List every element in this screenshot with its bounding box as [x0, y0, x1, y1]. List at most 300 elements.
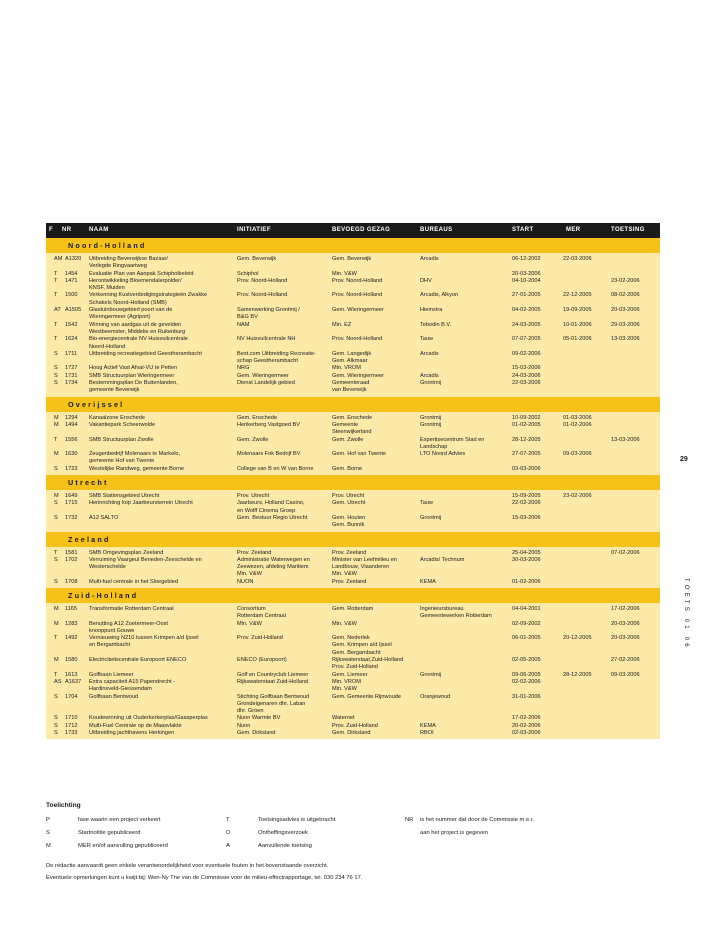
project-number: 1711 — [65, 350, 78, 357]
region-name: Overijssel — [68, 399, 125, 409]
initiator: Jaarbeurs, Holland Casino, — [237, 500, 305, 507]
start-date: 15-09-2005 — [512, 493, 541, 500]
consultancy: Arcadis, Alkyon — [420, 292, 459, 299]
start-date: 01-02-2005 — [512, 421, 541, 428]
project-name: Hoog Actief Vast Afval-VU te Petten — [89, 365, 178, 372]
consultancy: DHV — [420, 277, 432, 284]
phase-code: T — [54, 321, 58, 328]
competent-authority: Min. V&W — [332, 571, 357, 578]
phase-code: T — [54, 277, 58, 284]
project-name: Bio-energiecentrale NV Huisvuilcentrale — [89, 336, 188, 343]
table-row — [46, 715, 660, 722]
start-date: 04-04-2001 — [512, 605, 541, 612]
consultancy: Tebodin B.V. — [420, 321, 452, 328]
table-row — [46, 336, 660, 351]
consultancy: Hiemstra — [420, 307, 443, 314]
initiator: en Wolff Cinema Groep — [237, 507, 296, 514]
project-number: 1283 — [65, 620, 78, 627]
consultancy: Grontmij — [420, 514, 442, 521]
page-number: 29 — [680, 456, 688, 463]
col-nr: NR — [62, 227, 72, 233]
initiator: Molenaars Fok Bedrijf BV — [237, 451, 301, 458]
start-date: 04-10-2004 — [512, 277, 541, 284]
projects-table — [46, 223, 660, 739]
col-toetsing: TOETSING — [611, 227, 645, 233]
phase-code: T — [54, 549, 58, 556]
table-row — [46, 621, 660, 636]
project-number: 1613 — [65, 671, 78, 678]
project-name: Multi-fuel centrale in het Sloegebied — [89, 578, 178, 585]
mer-date: 23-02-2006 — [563, 493, 592, 500]
toetsing-date: 20-03-2006 — [611, 635, 640, 642]
competent-authority: Gem. Enschede — [332, 414, 373, 421]
competent-authority: Gem. Liemeer — [332, 671, 368, 678]
start-date: 10-09-2002 — [512, 414, 541, 421]
project-name: Vakantiepark Scheerwolde — [89, 421, 156, 428]
initiator: Rijkswaterstaat Zuid-Holland — [237, 678, 309, 685]
initiator: Golf en Countryclub Liemeer — [237, 671, 309, 678]
start-date: 24-03-2005 — [512, 321, 541, 328]
phase-code: AM — [54, 256, 63, 262]
phase-code: M — [54, 620, 59, 627]
table-row — [46, 322, 660, 337]
region-name: Noord-Holland — [68, 241, 147, 250]
project-number: 1630 — [65, 451, 78, 458]
competent-authority: Gem. Zwolle — [332, 436, 364, 443]
toetsing-date: 29-03-2006 — [611, 321, 640, 328]
disclaimer-notes — [46, 860, 362, 884]
mer-date: 22-03-2006 — [563, 256, 592, 262]
competent-authority: Gemeenteraad — [332, 380, 370, 387]
mer-date: 05-01-2006 — [563, 336, 592, 343]
competent-authority: Gem. Wieringermeer — [332, 307, 384, 314]
mer-date: 10-01-2006 — [563, 321, 592, 328]
project-number: 1492 — [65, 635, 78, 642]
project-name: knooppunt Gouwe — [89, 627, 135, 634]
phase-code: S — [54, 722, 58, 729]
consultancy: Arcadis — [420, 350, 439, 357]
start-date: 22-02-2006 — [512, 500, 541, 507]
project-name: Koudewinning uit Ouderkerkerplas/Gaasperplas — [89, 715, 208, 722]
project-name: Uitbreiding jachthavens Herkingen — [89, 730, 175, 737]
consultancy: Arcadis — [420, 256, 439, 262]
competent-authority: Prov. Noord-Holland — [332, 277, 383, 284]
project-name: Winning van aardgas uit de gevelden — [89, 321, 182, 328]
phase-code: S — [54, 350, 58, 357]
consultancy: Arcadis — [420, 372, 439, 379]
project-number: 1727 — [65, 365, 78, 372]
initiator: Gem. Bestuur Regio Utrecht — [237, 514, 308, 521]
table-row — [46, 415, 660, 422]
competent-authority: Prov. Noord-Holland — [332, 292, 383, 299]
table-row — [46, 672, 660, 679]
project-name: Verruiming Vaargeul Beneden-Zeeschelde en — [89, 556, 202, 563]
competent-authority: Gem. Wieringermeer — [332, 372, 384, 379]
consultancy: Landschap — [420, 443, 448, 450]
project-name: Benutting A12 Zoetermeer-Oost — [89, 620, 168, 627]
legend-code: A — [226, 843, 230, 849]
project-number: 1710 — [65, 715, 78, 722]
region-header — [46, 532, 660, 547]
start-date: 07-07-2005 — [512, 336, 541, 343]
competent-authority: Min. VROM — [332, 365, 361, 372]
project-name: Wieringermeer (Agriport) — [89, 314, 151, 321]
start-date: 27-01-2005 — [512, 292, 541, 299]
table-row — [46, 292, 660, 307]
phase-code: S — [54, 372, 58, 379]
phase-code: M — [54, 493, 59, 500]
competent-authority: Gem. Bunnik — [332, 522, 365, 529]
project-name: Westbeemster, Middelie en Ruitenburg — [89, 328, 186, 335]
start-date: 02-09-2002 — [512, 620, 541, 627]
project-name: SMB Omgevingsplan Zeeland — [89, 549, 164, 556]
consultancy: KEMA — [420, 578, 436, 585]
project-name: gemeente Beverwijk — [89, 387, 140, 394]
table-row — [46, 373, 660, 380]
legend-code: S — [46, 830, 50, 836]
project-name: Herinrichting kop Jaarbeursterrein Utrecht — [89, 500, 193, 507]
legend-text: Startnotitie gepubliceerd — [78, 830, 141, 836]
region-rows — [46, 603, 660, 739]
initiator: Prov. Zuid-Holland — [237, 635, 283, 642]
legend-code: NR — [405, 817, 414, 823]
mer-date: 22-12-2005 — [563, 292, 592, 299]
project-number: 1712 — [65, 722, 78, 729]
table-row — [46, 256, 660, 271]
project-name: Bestemmingsplan De Buitenlanden, — [89, 380, 178, 387]
competent-authority: Gem. Borne — [332, 465, 363, 472]
start-date: 02-05-2005 — [512, 657, 541, 664]
project-name: SMB Stationsgebied Utrecht — [89, 493, 160, 500]
project-name: Herontwikkeling Bloemendalerpolder/ — [89, 277, 182, 284]
start-date: 25-04-2005 — [512, 549, 541, 556]
legend-text: fase waarin een project verkeert — [78, 817, 161, 823]
col-mer: MER — [566, 227, 581, 233]
table-row — [46, 493, 660, 500]
phase-code: S — [54, 500, 58, 507]
table-row — [46, 515, 660, 530]
col-naam: NAAM — [89, 227, 109, 233]
project-number: 1542 — [65, 321, 78, 328]
start-date: 03-03-2006 — [512, 465, 541, 472]
start-date: 27-07-2005 — [512, 451, 541, 458]
legend-code: P — [46, 817, 50, 823]
project-number: 1731 — [65, 372, 78, 379]
table-row — [46, 422, 660, 437]
start-date: 22-03-2006 — [512, 380, 541, 387]
toetsing-date: 13-03-2006 — [611, 336, 640, 343]
competent-authority: Min. V&W — [332, 620, 357, 627]
table-row — [46, 380, 660, 395]
region-rows — [46, 253, 660, 397]
competent-authority: Gemeente — [332, 421, 359, 428]
project-name: Extra capaciteit A15 Papendrecht - — [89, 678, 176, 685]
competent-authority: Steenwijkerland — [332, 429, 372, 436]
project-number: 1734 — [65, 380, 78, 387]
start-date: 15-03-2006 — [512, 514, 541, 521]
initiator: NV Huisvuilcentrale NH — [237, 336, 296, 343]
project-name: Verkenning Kustverdedigingstrategieën Zwakke — [89, 292, 208, 299]
initiator: College van B en W van Borne — [237, 465, 314, 472]
mer-date: 19-09-2005 — [563, 307, 592, 314]
competent-authority: Min. V&W — [332, 270, 357, 277]
project-number: 1708 — [65, 578, 78, 585]
col-start: START — [512, 227, 534, 233]
competent-authority: Gem. Bergambacht — [332, 649, 381, 656]
competent-authority: Gem. Nederlek — [332, 635, 370, 642]
region-header — [46, 397, 660, 412]
region-name: Utrecht — [68, 478, 109, 488]
region-header — [46, 588, 660, 603]
project-name: Westelijke Randweg, gemeente Borne — [89, 465, 185, 472]
col-bureaus: BUREAUS — [420, 227, 453, 233]
consultancy: Grontmij — [420, 421, 442, 428]
legend-text: Ontheffingsverzoek — [258, 830, 308, 836]
phase-code: AS — [54, 678, 62, 685]
consultancy: Expertisecentrum Stad en — [420, 436, 485, 443]
start-date: 09-06-2005 — [512, 671, 541, 678]
initiator: Herikerberg Vastgoed BV — [237, 421, 301, 428]
project-number: 1733 — [65, 730, 78, 737]
project-number: 1500 — [65, 292, 78, 299]
start-date: 06-01-2005 — [512, 635, 541, 642]
phase-code: M — [54, 421, 59, 428]
contact-line: Eventuele opmerkingen kunt u kwijt bij: Wen-Ny The van de Commissie voor de milieu-effectrapportage, tel. 030 234 76 17. — [46, 875, 363, 881]
competent-authority: Gem. Alkmaar — [332, 358, 368, 365]
phase-code: M — [54, 451, 59, 458]
legend-text: Aanvullende toetsing — [258, 843, 312, 849]
table-row — [46, 723, 660, 730]
consultancy: Arcadis/ Technum — [420, 556, 465, 563]
project-name: Uitbreiding recreatiegebied Geestherambacht — [89, 350, 202, 357]
toetsing-date: 09-03-2006 — [611, 671, 640, 678]
initiator: NAM — [237, 321, 250, 328]
table-row — [46, 451, 660, 466]
mer-date: 28-12-2005 — [563, 671, 592, 678]
initiator: Best.com Uitbreiding Recreatie- — [237, 350, 316, 357]
region-header — [46, 475, 660, 490]
toetsing-date: 23-02-2006 — [611, 277, 640, 284]
legend-text: aan het project is gegeven — [420, 830, 489, 836]
toetsing-date: 17-02-2006 — [611, 605, 640, 612]
competent-authority: Prov. Utrecht — [332, 493, 365, 500]
legend-text: MER en/of aanvulling gepubliceerd — [78, 843, 168, 849]
disclaimer-line: De redactie aanvaardt geen enkele verantwoordelijkheid voor eventuele fouten in het bovenstaande overzicht. — [46, 863, 329, 869]
toetsing-date: 27-02-2006 — [611, 657, 640, 664]
table-row — [46, 307, 660, 322]
phase-code: S — [54, 514, 58, 521]
project-name: Verlegde Ringvaartweg — [89, 263, 147, 270]
initiator: schap Geestherambacht — [237, 358, 298, 365]
consultancy: Grontmij — [420, 671, 442, 678]
mer-date: 09-03-2006 — [563, 451, 592, 458]
start-date: 15-03-2006 — [512, 365, 541, 372]
legend-text: is het nummer dat door de Commissie m.e.r. — [420, 817, 535, 823]
project-number: 1581 — [65, 549, 78, 556]
initiator: Prov. Zeeland — [237, 549, 272, 556]
legend-code: T — [226, 817, 230, 823]
project-name: Vernieuwing N210 tussen Krimpen a/d Ijssel — [89, 635, 199, 642]
initiator: Rotterdam Centraal — [237, 613, 286, 620]
table-row — [46, 694, 660, 716]
project-number: 1294 — [65, 414, 78, 421]
project-name: Uitbreiding Beverwijkse Bazaar/ — [89, 256, 168, 262]
project-name: gemeente Hof van Twente — [89, 458, 155, 465]
initiator: Prov. Noord-Holland — [237, 292, 288, 299]
region-name: Zeeland — [68, 534, 111, 544]
initiator: Administratie Waterwegen en — [237, 556, 310, 563]
start-date: 04-02-2005 — [512, 307, 541, 314]
competent-authority: Min. VROM — [332, 678, 361, 685]
competent-authority: Gem. Gemeente Rijnwoude — [332, 693, 402, 700]
table-row — [46, 365, 660, 372]
initiator: Prov. Utrecht — [237, 493, 270, 500]
start-date: 17-02-2006 — [512, 715, 541, 722]
legend-code: O — [226, 830, 231, 836]
initiator: Gem. Enschede — [237, 414, 278, 421]
consultancy: Ingenieursbureau — [420, 605, 464, 612]
competent-authority: Rijkswaterstaat,Zuid-Holland — [332, 657, 404, 664]
project-name: Evaluatie Plan van Aanpak Schipholbeleid — [89, 270, 194, 277]
start-date: 02-03-2006 — [512, 730, 541, 737]
phase-code: T — [54, 635, 58, 642]
initiator: ENECO (Europoort) — [237, 657, 287, 664]
region-name: Zuid-Holland — [68, 590, 139, 600]
table-row — [46, 437, 660, 452]
project-name: Noord-Holland — [89, 343, 126, 350]
mer-date: 01-02-2006 — [563, 421, 592, 428]
initiator: Grondeigenaren dhr. Laban — [237, 700, 306, 707]
start-date: 06-12-2002 — [512, 256, 541, 262]
phase-code: S — [54, 556, 58, 563]
initiator: Prov. Noord-Holland — [237, 277, 288, 284]
table-row — [46, 606, 660, 621]
project-name: Westerschelde — [89, 564, 126, 571]
running-title: TOETS 01 06 — [683, 578, 689, 650]
project-name: A12 SALTO — [89, 514, 119, 521]
consultancy: RBOI — [420, 730, 434, 737]
competent-authority: Prov. Noord-Holland — [332, 336, 383, 343]
competent-authority: Gem. Houten — [332, 514, 366, 521]
initiator: Stichting Golfbaan Bentwoud — [237, 693, 310, 700]
table-row — [46, 730, 660, 737]
start-date: 20-02-2006 — [512, 722, 541, 729]
initiator: NUON — [237, 578, 254, 585]
phase-code: T — [54, 270, 58, 277]
legend-text: Toetsingsadvies is uitgebracht — [258, 817, 336, 823]
region-rows — [46, 490, 660, 531]
consultancy: Tauw — [420, 500, 434, 507]
consultancy: Grontmij — [420, 380, 442, 387]
start-date: 24-03-2006 — [512, 372, 541, 379]
phase-code: S — [54, 365, 58, 372]
project-name: Schakels Noord-Holland (SMB) — [89, 299, 167, 306]
project-name: Hardinxveld-Giessendam — [89, 686, 152, 693]
initiator: dhr. Groen — [237, 708, 264, 715]
legend-code: M — [46, 843, 51, 849]
phase-code: S — [54, 730, 58, 737]
competent-authority: Gem. Krimpen a/d Ijssel — [332, 642, 392, 649]
col-initiatief: INITIATIEF — [237, 227, 271, 233]
competent-authority: Prov. Zeeland — [332, 549, 367, 556]
start-date: 09-02-2006 — [512, 350, 541, 357]
start-date: 31-01-2006 — [512, 693, 541, 700]
consultancy: KEMA — [420, 722, 436, 729]
competent-authority: Gem. Langedijk — [332, 350, 372, 357]
start-date: 28-12-2005 — [512, 436, 541, 443]
col-f: F — [49, 227, 54, 233]
consultancy: Gemeentewerken Rotterdam — [420, 613, 492, 620]
initiator: Schiphol — [237, 270, 259, 277]
phase-code: T — [54, 292, 58, 299]
initiator: Consortium — [237, 605, 266, 612]
table-row — [46, 557, 660, 579]
phase-code: M — [54, 414, 59, 421]
phase-code: S — [54, 578, 58, 585]
project-number: 1715 — [65, 500, 78, 507]
phase-code: T — [54, 336, 58, 343]
col-bevoegd-gezag: BEVOEGD GEZAG — [332, 227, 391, 233]
mer-date: 20-12-2005 — [563, 635, 592, 642]
project-number: 1624 — [65, 336, 78, 343]
competent-authority: Min. EZ — [332, 321, 352, 328]
competent-authority: Minister van Leefmilieu en — [332, 556, 397, 563]
project-number: 1494 — [65, 421, 78, 428]
project-name: Golfbaan Bentwoud — [89, 693, 139, 700]
project-number: 1649 — [65, 493, 78, 500]
phase-code: S — [54, 715, 58, 722]
initiator: B&G BV — [237, 314, 258, 321]
phase-code: T — [54, 671, 58, 678]
initiator: Min. V&W — [237, 571, 262, 578]
project-name: Golfbaan Liemeer — [89, 671, 134, 678]
project-number: 1723 — [65, 465, 78, 472]
initiator: Gem. Dirksland — [237, 730, 276, 737]
competent-authority: Prov. Zeeland — [332, 578, 367, 585]
start-date: 30-03-2006 — [512, 556, 541, 563]
project-number: 1471 — [65, 277, 78, 284]
consultancy: Tauw — [420, 336, 434, 343]
phase-code: M — [54, 657, 59, 664]
competent-authority: Waternet — [332, 715, 355, 722]
phase-code: S — [54, 465, 58, 472]
initiator: Min. V&W — [237, 620, 262, 627]
project-name: Transformatie Rotterdam Centraal — [89, 605, 174, 612]
table-row — [46, 635, 660, 657]
phase-code: S — [54, 380, 58, 387]
competent-authority: Prov. Zuid-Holland — [332, 664, 378, 671]
project-name: Zeugenbedrijf Molenaars te Markelo, — [89, 451, 181, 458]
competent-authority: Gem. Utrecht — [332, 500, 366, 507]
mer-date: 01-03-2006 — [563, 414, 592, 421]
project-name: KNSF, Muiden — [89, 285, 125, 292]
project-name: Kanaalzone Enschede — [89, 414, 145, 421]
competent-authority: van Beverwijk — [332, 387, 367, 394]
table-row — [46, 679, 660, 694]
project-number: 1732 — [65, 514, 78, 521]
phase-code: T — [54, 436, 58, 443]
project-name: SMB Structuurplan Zwolle — [89, 436, 154, 443]
competent-authority: Landbouw, Vlaanderen — [332, 564, 390, 571]
phase-code: AT — [54, 307, 61, 314]
initiator: Gem. Beverwijk — [237, 256, 277, 262]
project-name: Glastuinbouwgebied poort van de — [89, 307, 173, 314]
toetsing-date: 20-03-2006 — [611, 620, 640, 627]
table-row — [46, 500, 660, 515]
region-rows — [46, 547, 660, 588]
project-number: 1702 — [65, 556, 78, 563]
legend-title: Toelichting — [46, 802, 81, 809]
